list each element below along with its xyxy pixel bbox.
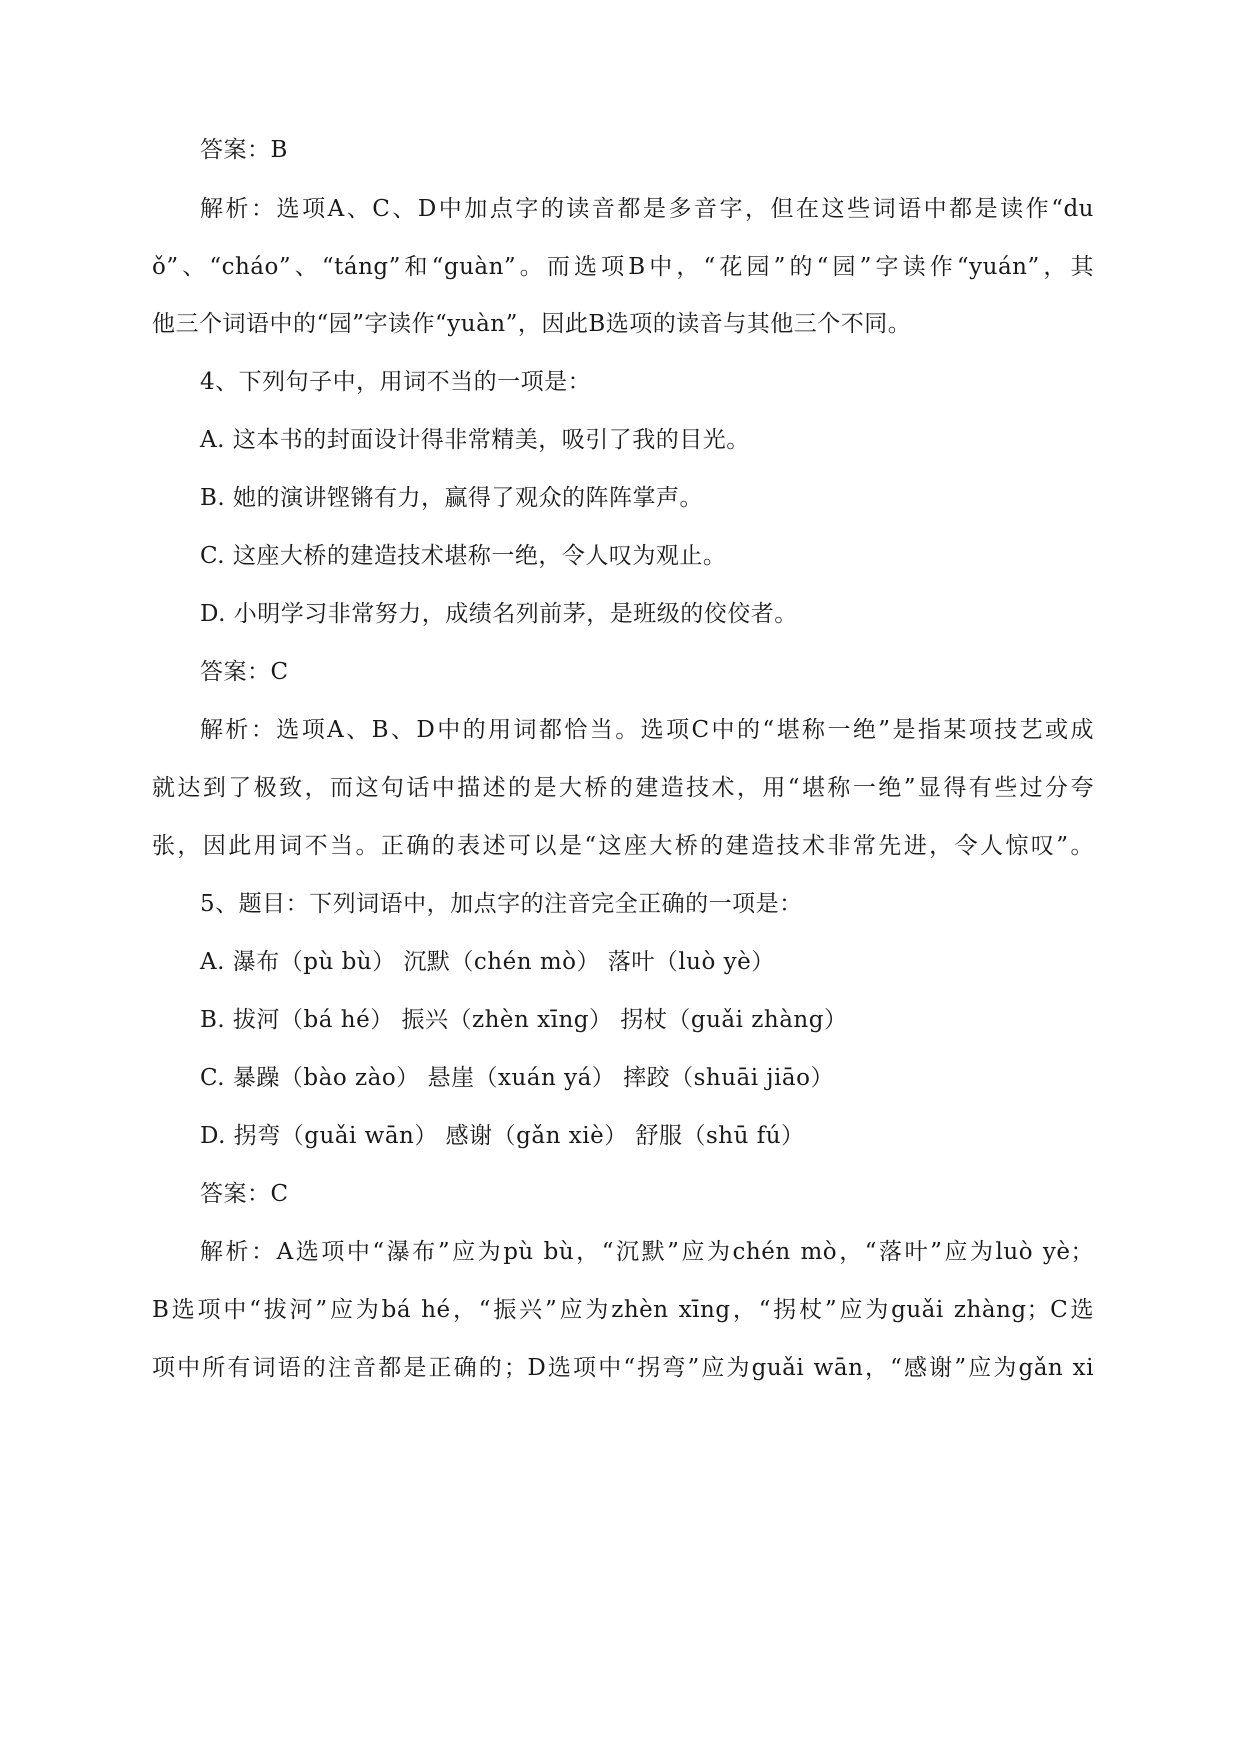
analysis-q3-line-3: 他三个词语中的“园”字读作“yuàn”，因此B选项的读音与其他三个不同。: [152, 311, 912, 337]
analysis-q4-line-3: 张，因此用词不当。正确的表述可以是“这座大桥的建造技术非常先进，令人惊叹”。: [152, 833, 1094, 859]
analysis-q4-line-1: 解析：选项A、B、D中的用词都恰当。选项C中的“堪称一绝”是指某项技艺或成: [200, 717, 1094, 743]
q4-option-c: C. 这座大桥的建造技术堪称一绝，令人叹为观止。: [200, 543, 727, 569]
q4-option-b: B. 她的演讲铿锵有力，赢得了观众的阵阵掌声。: [200, 485, 704, 511]
answer-q3: 答案：B: [200, 137, 288, 163]
q5-option-d: D. 拐弯（guǎi wān） 感谢（gǎn xiè） 舒服（shū fú）: [200, 1123, 805, 1149]
analysis-q5-line-2: B选项中“拔河”应为bá hé，“振兴”应为zhèn xīng，“拐杖”应为guǎi zhàng；C选: [152, 1297, 1094, 1323]
analysis-q5-line-1: 解析：A选项中“瀑布”应为pù bù，“沉默”应为chén mò，“落叶”应为luò yè；: [200, 1239, 1094, 1265]
answer-q4: 答案：C: [200, 659, 289, 685]
analysis-q5-line-3: 项中所有词语的注音都是正确的；D选项中“拐弯”应为guǎi wān，“感谢”应为gǎn xi: [152, 1355, 1094, 1381]
question-5: 5、题目：下列词语中，加点字的注音完全正确的一项是：: [200, 891, 803, 917]
q5-option-a: A. 瀑布（pù bù） 沉默（chén mò） 落叶（luò yè）: [200, 949, 775, 975]
analysis-q3-line-2: ǒ”、“cháo”、“táng”和“guàn”。而选项B中，“花园”的“园”字读作“yuán”，其: [152, 254, 1094, 280]
q4-option-d: D. 小明学习非常努力，成绩名列前茅，是班级的佼佼者。: [200, 601, 798, 627]
analysis-q3-line-1: 解析：选项A、C、D中加点字的读音都是多音字，但在这些词语中都是读作“du: [200, 196, 1094, 222]
q4-option-a: A. 这本书的封面设计得非常精美，吸引了我的目光。: [200, 427, 750, 453]
analysis-q4-line-2: 就达到了极致，而这句话中描述的是大桥的建造技术，用“堪称一绝”显得有些过分夸: [152, 775, 1094, 801]
answer-q5: 答案：C: [200, 1181, 289, 1207]
q5-option-c: C. 暴躁（bào zào） 悬崖（xuán yá） 摔跤（shuāi jiāo）: [200, 1065, 834, 1091]
q5-option-b: B. 拔河（bá hé） 振兴（zhèn xīng） 拐杖（guǎi zhàng）: [200, 1007, 848, 1033]
question-4: 4、下列句子中，用词不当的一项是：: [200, 369, 592, 395]
